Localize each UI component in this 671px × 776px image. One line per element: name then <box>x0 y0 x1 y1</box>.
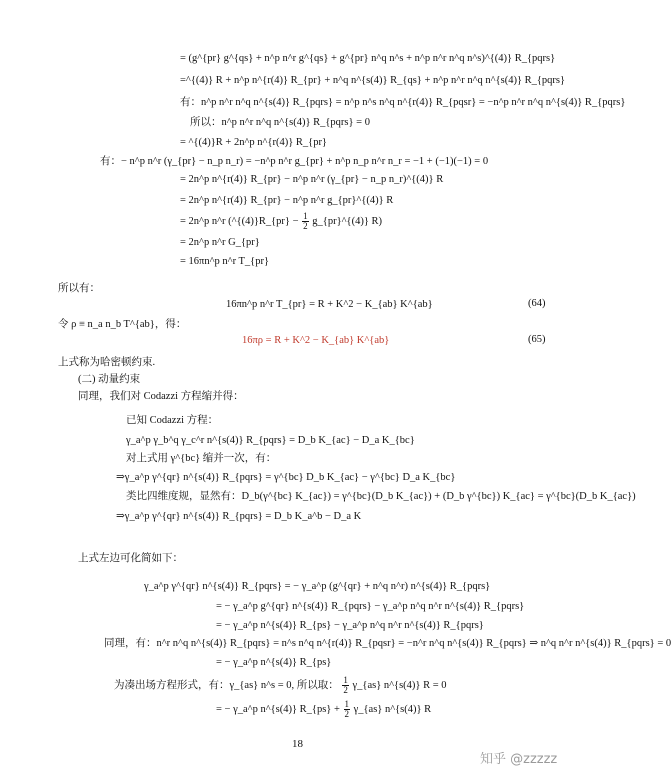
watermark: 知乎 @zzzzz <box>480 752 558 767</box>
line-9-right: g_{pr}^{(4)} R) <box>312 215 382 227</box>
line-27: 同理，有：n^r n^q n^{s(4)} R_{pqrs} = n^s n^q n^{r(4)} R_{pqsr} = −n^r n^q n^{s(4)} R_{pqrs} ⇒ n^q n^r n^{s(4)} R_{pqrs} = 0 <box>104 638 671 649</box>
line-17: 已知 Codazzi 方程： <box>126 415 219 426</box>
line-11: = 16πn^p n^r T_{pr} <box>180 256 269 267</box>
line-13: 令 ρ ≡ n_a n_b T^{ab}，得： <box>58 319 187 330</box>
line-1: = (g^{pr} g^{qs} + n^p n^r g^{qs} + g^{pr} n^q n^s + n^p n^r n^q n^s)^{(4)} R_{pqrs} <box>180 53 556 64</box>
line-5: = ^{(4)}R + 2n^p n^{r(4)} R_{pr} <box>180 137 327 148</box>
fraction-denominator: 2 <box>344 709 349 719</box>
page-number: 18 <box>292 738 303 750</box>
line-29 <box>114 676 447 695</box>
line-4: 所以：n^p n^r n^q n^{s(4)} R_{pqrs} = 0 <box>190 117 370 128</box>
fraction-denominator: 2 <box>343 685 348 695</box>
line-12: 所以有： <box>58 283 100 294</box>
fraction-half <box>344 700 351 719</box>
line-24: γ_a^p γ^{qr} n^{s(4)} R_{pqrs} = − γ_a^p (g^{qr} + n^q n^r) n^{s(4)} R_{pqrs} <box>144 581 491 592</box>
line-14: 上式称为哈密顿约束. <box>58 357 156 368</box>
line-30-left: = − γ_a^p n^{s(4)} R_{ps} + <box>216 703 340 715</box>
equation-64: 16πn^p n^r T_{pr} = R + K^2 − K_{ab} K^{ab} <box>226 299 433 310</box>
line-9 <box>180 212 382 231</box>
line-16: 同理，我们对 Codazzi 方程缩并得： <box>78 391 244 402</box>
equation-65-number: (65) <box>528 334 546 345</box>
line-23: 上式左边可化简如下： <box>78 553 183 564</box>
line-15: (二) 动量约束 <box>78 374 141 385</box>
line-21: 类比四维度规，显然有：D_b(γ^{bc} K_{ac}) = γ^{bc}(D_b K_{ac}) + (D_b γ^{bc}) K_{ac} = γ^{bc}(D_b K_{ac}) <box>126 491 636 502</box>
line-22: ⇒γ_a^p γ^{qr} n^{s(4)} R_{pqrs} = D_b K_a^b − D_a K <box>116 511 362 522</box>
fraction-numerator: 1 <box>303 211 308 221</box>
equation-64-number: (64) <box>528 298 546 309</box>
line-28: = − γ_a^p n^{s(4)} R_{ps} <box>216 657 332 668</box>
line-20: ⇒γ_a^p γ^{qr} n^{s(4)} R_{pqrs} = γ^{bc} D_b K_{ac} − γ^{bc} D_a K_{bc} <box>116 472 456 483</box>
line-29-left: 为凑出场方程形式，有：γ_{as} n^s = 0, 所以取： <box>114 679 339 691</box>
line-25: = − γ_a^p g^{qr} n^{s(4)} R_{pqrs} − γ_a^p n^q n^r n^{s(4)} R_{pqrs} <box>216 601 525 612</box>
line-29-right: γ_{as} n^{s(4)} R = 0 <box>352 679 447 691</box>
line-30 <box>216 700 431 719</box>
line-18: γ_a^p γ_b^q γ_c^r n^{s(4)} R_{pqrs} = D_b K_{ac} − D_a K_{bc} <box>126 435 415 446</box>
line-9-left: = 2n^p n^r (^{(4)}R_{pr} − <box>180 215 299 227</box>
line-26: = − γ_a^p n^{s(4)} R_{ps} − γ_a^p n^q n^r n^{s(4)} R_{pqrs} <box>216 620 484 631</box>
line-7: = 2n^p n^{r(4)} R_{pr} − n^p n^r (γ_{pr} − n_p n_r)^{(4)} R <box>180 174 444 185</box>
line-10: = 2n^p n^r G_{pr} <box>180 237 260 248</box>
fraction-numerator: 1 <box>344 699 349 709</box>
fraction-numerator: 1 <box>343 675 348 685</box>
fraction-half <box>342 676 349 695</box>
line-3: 有：n^p n^r n^q n^{s(4)} R_{pqrs} = n^p n^s n^q n^{r(4)} R_{pqsr} = −n^p n^r n^q n^{s(4)} R_{pqrs} <box>180 97 626 108</box>
line-6: 有：− n^p n^r (γ_{pr} − n_p n_r) = −n^p n^r g_{pr} + n^p n_p n^r n_r = −1 + (−1)(−1) = 0 <box>100 156 489 167</box>
line-8: = 2n^p n^{r(4)} R_{pr} − n^p n^r g_{pr}^{(4)} R <box>180 195 394 206</box>
line-19: 对上式用 γ^{bc} 缩并一次，有： <box>126 453 277 464</box>
equation-65: 16πρ = R + K^2 − K_{ab} K^{ab} <box>242 335 390 346</box>
fraction-half <box>302 212 309 231</box>
line-30-right: γ_{as} n^{s(4)} R <box>353 703 432 715</box>
line-2: =^{(4)} R + n^p n^{r(4)} R_{pr} + n^q n^{s(4)} R_{qs} + n^p n^r n^q n^{s(4)} R_{pqrs} <box>180 75 566 86</box>
fraction-denominator: 2 <box>303 221 308 231</box>
